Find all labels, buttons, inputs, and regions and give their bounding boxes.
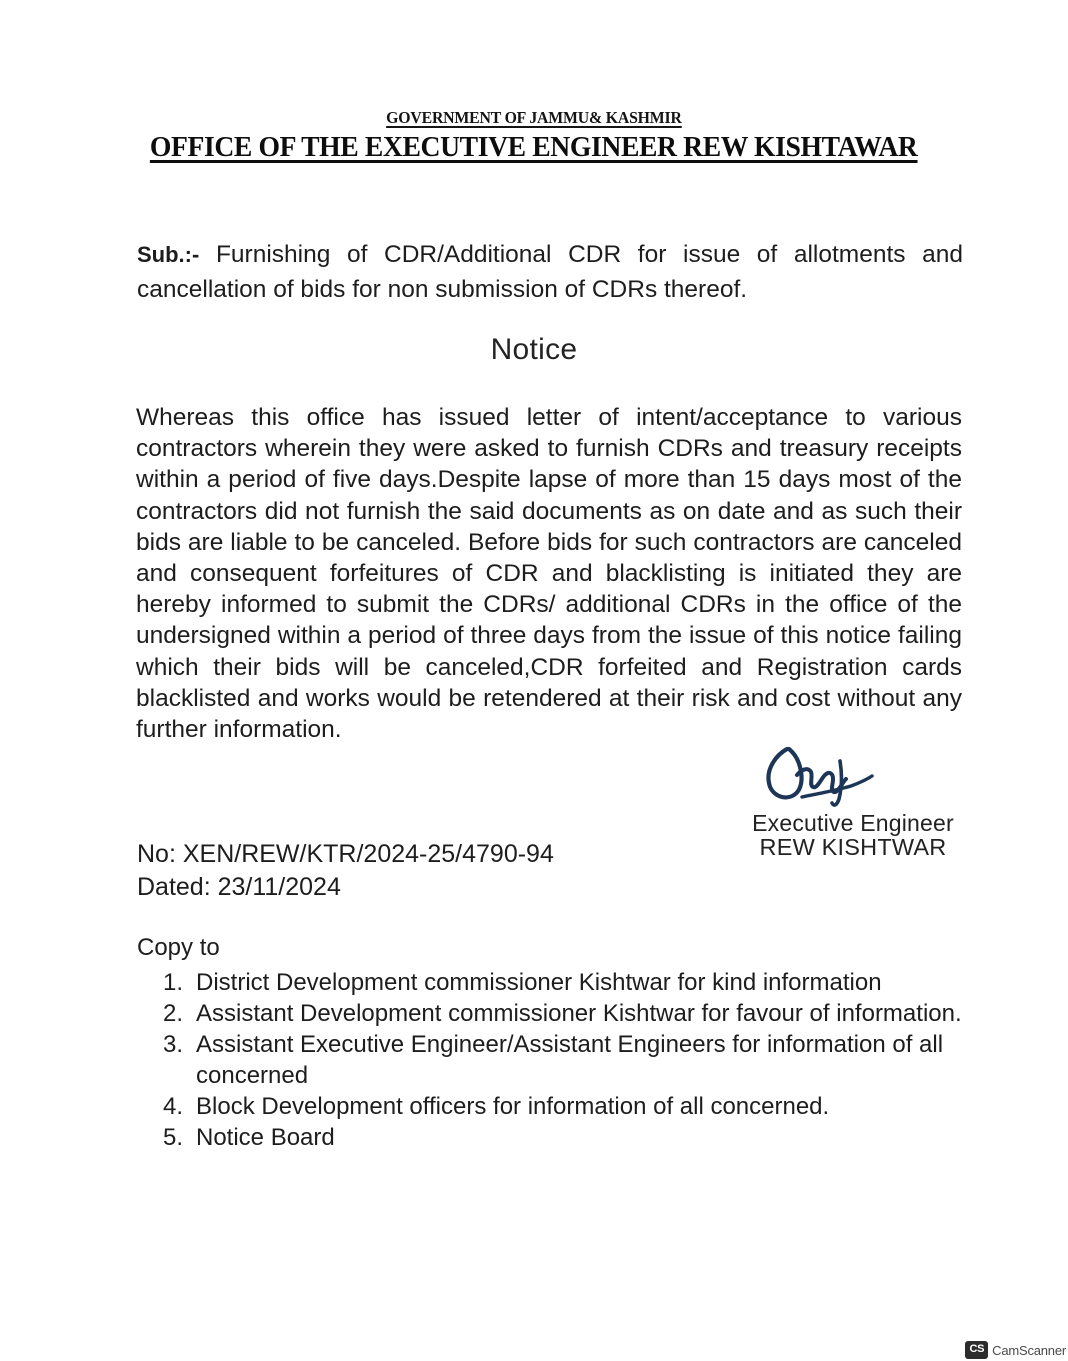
list-item-number: 3. [163, 1031, 184, 1058]
subject-line [137, 237, 963, 307]
government-heading: GOVERNMENT OF JAMMU& KASHMIR [386, 108, 682, 127]
reference-block [137, 838, 554, 904]
list-item [137, 1029, 977, 1091]
list-item-number: 1. [163, 969, 184, 996]
signatory-designation: Executive Engineer [752, 810, 954, 836]
notice-body: Whereas this office has issued letter of intent/acceptance to various contractors wherein they were asked to furnish CDRs and treasury receipts within a period of five days.Despite lapse of more than 15 days most of the contractors did not furnish the said documents as on date and as such their bids are liable to be canceled. Before bids for such contractors are canceled and consequent forfeitures of CDR and blacklisting is initiated they are hereby informed to submit the CDRs/ additional CDRs in the office of the undersigned within a period of three days from the issue of this notice failing which their bids will be canceled,CDR forfeited and Registration cards blacklisted and works would be retendered at their risk and cost without any further information. [136, 404, 962, 744]
signatory-office: REW KISHTWAR [759, 834, 947, 860]
list-item-number: 4. [163, 1093, 184, 1120]
list-item-text: Notice Board [196, 1124, 335, 1151]
list-item-text: Assistant Development commissioner Kishtwar for favour of information. [196, 1000, 962, 1027]
reference-date: Dated: 23/11/2024 [137, 873, 341, 901]
subject-text: Furnishing of CDR/Additional CDR for issue of allotments and cancellation of bids for non submission of CDRs thereof. [137, 241, 964, 303]
office-heading: OFFICE OF THE EXECUTIVE ENGINEER REW KISHTAWAR [150, 132, 918, 163]
document-header [0, 108, 1068, 164]
camscanner-badge-icon: CS [965, 1341, 988, 1359]
copy-to-label: Copy to [137, 934, 220, 961]
signature-block [718, 745, 988, 860]
signature-icon [718, 745, 988, 811]
subject-label: Sub.:- [137, 242, 200, 267]
list-item-text: Assistant Executive Engineer/Assistant Engineers for information of all concerned [196, 1031, 944, 1089]
list-item-text: Block Development officers for information of all concerned. [196, 1093, 830, 1120]
list-item-number: 2. [163, 1000, 184, 1027]
list-item [137, 998, 977, 1029]
list-item [137, 1122, 977, 1153]
list-item-text: District Development commissioner Kishtwar for kind information [196, 969, 882, 996]
camscanner-watermark [965, 1341, 1066, 1359]
list-item-number: 5. [163, 1124, 184, 1151]
copy-to-list [137, 967, 977, 1153]
list-item [137, 1091, 977, 1122]
camscanner-label: CamScanner [992, 1342, 1066, 1358]
notice-title: Notice [490, 333, 578, 366]
reference-number: No: XEN/REW/KTR/2024-25/4790-94 [137, 840, 554, 868]
copy-to-section [137, 932, 977, 1153]
list-item [137, 967, 977, 998]
